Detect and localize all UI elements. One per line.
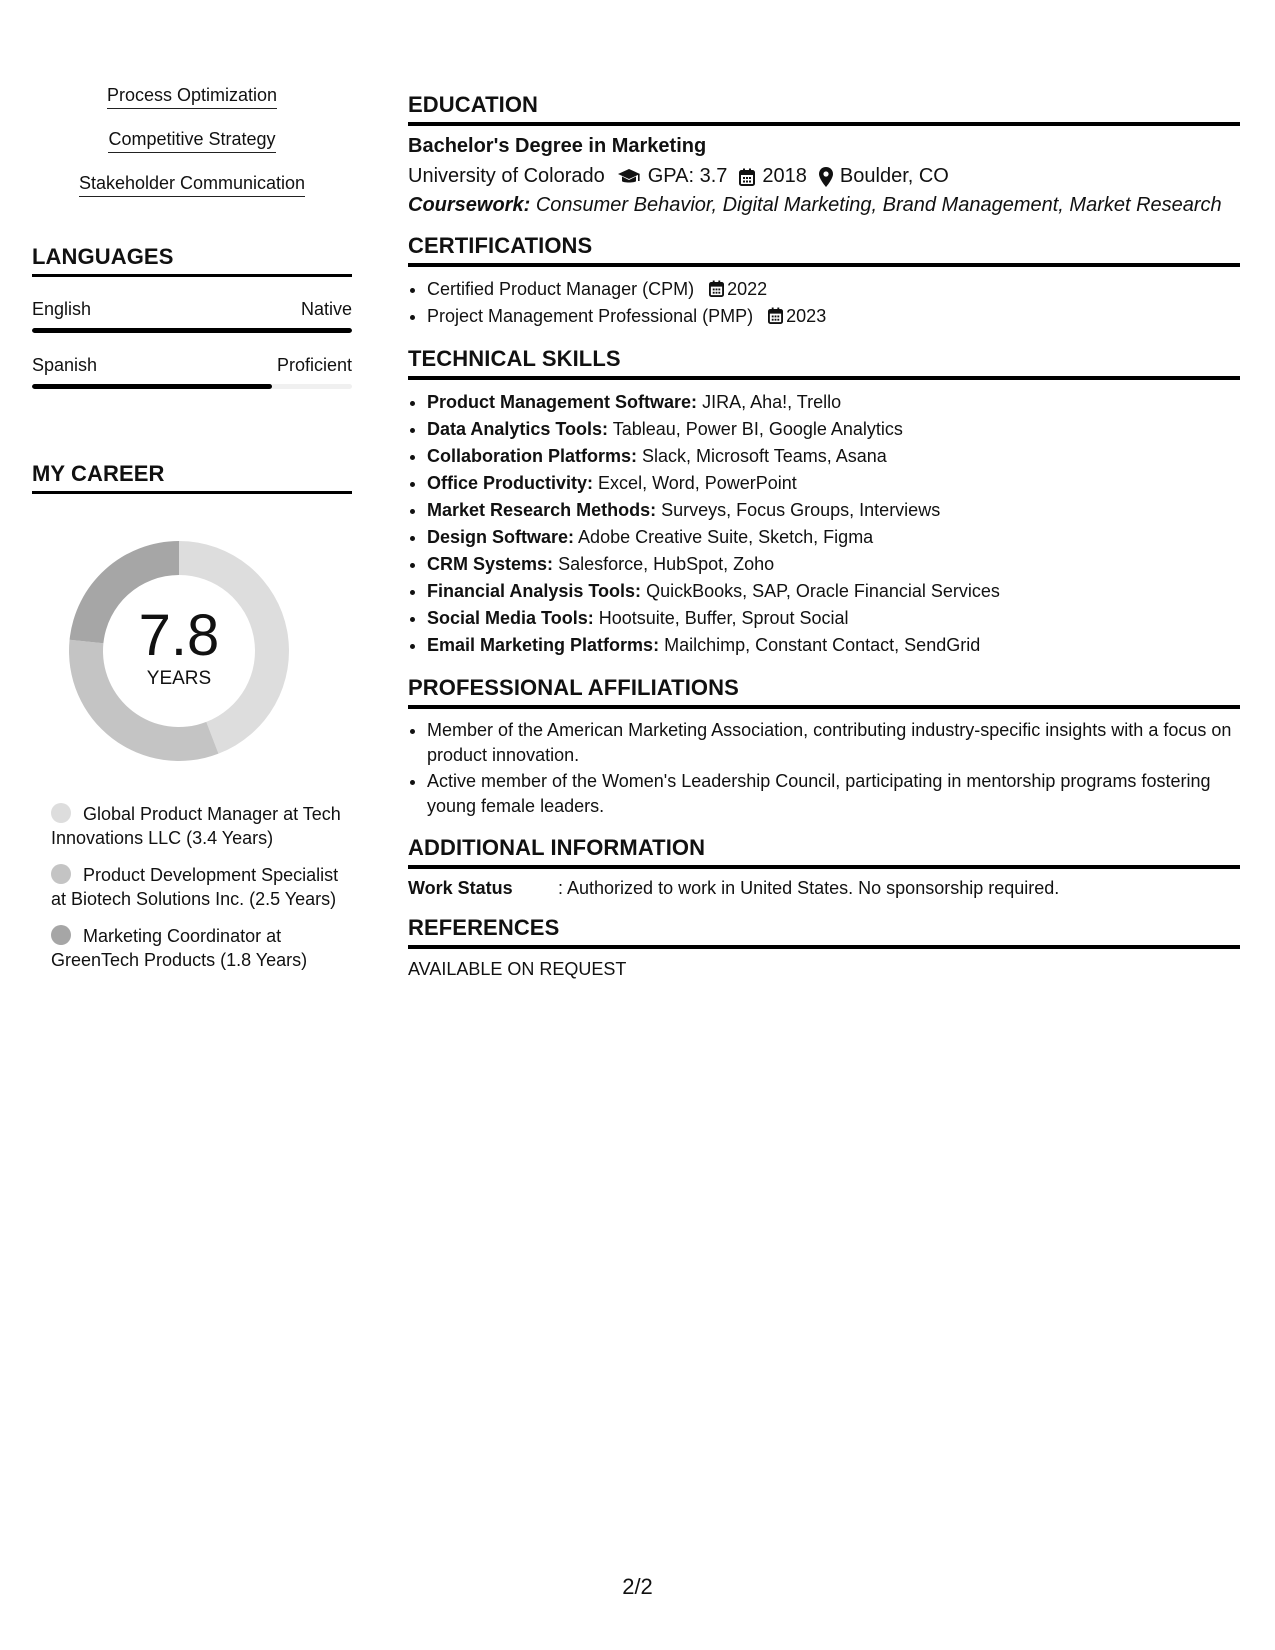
technical-skills-section — [408, 346, 1240, 659]
education-gpa: GPA: 3.7 — [647, 165, 728, 187]
affiliation-item: • Member of the American Marketing Association, contributing industry-specific insights with a focus on product innovation. — [427, 718, 1240, 768]
technical-skill-value: JIRA, Aha!, Trello — [702, 392, 842, 412]
certification-name: Certified Product Manager (CPM) — [427, 279, 695, 299]
technical-skill-item — [427, 497, 1240, 524]
legend-dot — [51, 925, 71, 945]
education-location: Boulder, CO — [839, 165, 949, 187]
language-bar-fill — [32, 328, 352, 333]
technical-skill-item — [427, 551, 1240, 578]
technical-skill-value: Hootsuite, Buffer, Sprout Social — [598, 608, 849, 628]
certification-year: 2022 — [727, 279, 768, 299]
technical-skill-item — [427, 443, 1240, 470]
calendar-icon — [709, 280, 724, 297]
language-bar — [32, 384, 352, 389]
technical-skill-item — [427, 389, 1240, 416]
certifications-section — [408, 233, 1240, 330]
certification-item — [427, 276, 1240, 303]
technical-skill-item — [427, 605, 1240, 632]
education-school: University of Colorado — [408, 165, 605, 187]
graduation-cap-icon — [617, 168, 641, 186]
technical-skill-value: Mailchimp, Constant Contact, SendGrid — [664, 635, 981, 655]
technical-skill-item — [427, 416, 1240, 443]
education-coursework — [408, 194, 1240, 217]
career-legend-item — [51, 863, 341, 911]
language-name: English — [32, 299, 92, 319]
work-status-row — [408, 878, 1240, 899]
career-legend — [51, 802, 341, 972]
calendar-icon — [739, 168, 755, 186]
technical-skill-item — [427, 578, 1240, 605]
legend-dot — [51, 864, 71, 884]
technical-skill-label: Office Productivity: — [427, 473, 594, 493]
work-status-label: Work Status — [408, 878, 513, 898]
education-title: EDUCATION — [408, 92, 1240, 126]
language-item — [32, 355, 352, 389]
technical-skill-label: Design Software: — [427, 527, 575, 547]
calendar-icon — [768, 307, 783, 324]
certifications-list — [408, 276, 1240, 330]
certifications-title: CERTIFICATIONS — [408, 233, 1240, 267]
technical-skill-value: QuickBooks, SAP, Oracle Financial Services — [646, 581, 1000, 601]
technical-skill-label: Social Media Tools: — [427, 608, 594, 628]
technical-skill-item — [427, 524, 1240, 551]
technical-skill-item — [427, 470, 1240, 497]
education-degree: Bachelor's Degree in Marketing — [408, 135, 707, 157]
affiliation-item: • Active member of the Women's Leadership Council, participating in mentorship programs fostering young female leaders. — [427, 769, 1240, 819]
affiliations-section — [408, 675, 1240, 819]
career-legend-text: Marketing Coordinator at GreenTech Products (1.8 Years) — [51, 926, 308, 970]
languages-section — [32, 244, 352, 389]
career-legend-item — [51, 802, 341, 850]
technical-skill-label: Data Analytics Tools: — [427, 419, 609, 439]
references-title: REFERENCES — [408, 915, 1240, 949]
career-legend-item — [51, 924, 341, 972]
skill-tag: Competitive Strategy — [108, 128, 275, 153]
page-number: 2/2 — [622, 1574, 653, 1599]
technical-skill-label: Market Research Methods: — [427, 500, 657, 520]
technical-skill-value: Surveys, Focus Groups, Interviews — [661, 500, 941, 520]
work-status-value: : Authorized to work in United States. No sponsorship required. — [558, 878, 1060, 898]
career-donut — [64, 536, 294, 766]
career-legend-text: Global Product Manager at Tech Innovations LLC (3.4 Years) — [51, 804, 341, 848]
career-unit: YEARS — [146, 668, 212, 689]
technical-skill-value: Adobe Creative Suite, Sketch, Figma — [578, 527, 874, 547]
technical-skill-label: Product Management Software: — [427, 392, 698, 412]
language-name: Spanish — [32, 355, 98, 375]
left-column — [32, 84, 352, 985]
location-pin-icon — [819, 167, 833, 187]
additional-info-title: ADDITIONAL INFORMATION — [408, 835, 1240, 869]
technical-skill-label: Email Marketing Platforms: — [427, 635, 660, 655]
technical-skill-label: CRM Systems: — [427, 554, 554, 574]
education-details — [408, 165, 1240, 188]
language-level: Proficient — [276, 355, 352, 375]
technical-skill-value: Tableau, Power BI, Google Analytics — [612, 419, 903, 439]
skill-tag: Process Optimization — [107, 84, 277, 109]
languages-title: LANGUAGES — [32, 244, 352, 277]
technical-skill-value: Slack, Microsoft Teams, Asana — [642, 446, 887, 466]
technical-skill-label: Financial Analysis Tools: — [427, 581, 642, 601]
coursework-label: Coursework: — [408, 194, 531, 216]
certification-item — [427, 303, 1240, 330]
technical-skills-title: TECHNICAL SKILLS — [408, 346, 1240, 380]
career-title: MY CAREER — [32, 461, 352, 494]
references-text: AVAILABLE ON REQUEST — [408, 959, 627, 979]
language-bar-fill — [32, 384, 272, 389]
technical-skill-label: Collaboration Platforms: — [427, 446, 638, 466]
affiliations-list — [408, 718, 1240, 819]
skill-tags — [32, 84, 352, 216]
technical-skills-list — [408, 389, 1240, 659]
right-column — [408, 92, 1240, 980]
affiliations-title: PROFESSIONAL AFFILIATIONS — [408, 675, 1240, 709]
education-section — [408, 92, 1240, 217]
career-legend-text: Product Development Specialist at Biotech Solutions Inc. (2.5 Years) — [51, 865, 339, 909]
career-section — [32, 461, 352, 972]
education-year: 2018 — [762, 165, 807, 187]
technical-skill-value: Salesforce, HubSpot, Zoho — [558, 554, 775, 574]
skill-tag: Stakeholder Communication — [79, 172, 305, 197]
language-bar — [32, 328, 352, 333]
additional-info-section — [408, 835, 1240, 899]
certification-name: Project Management Professional (PMP) — [427, 306, 754, 326]
certification-year: 2023 — [786, 306, 827, 326]
language-item — [32, 299, 352, 333]
technical-skill-item — [427, 632, 1240, 659]
technical-skill-value: Excel, Word, PowerPoint — [598, 473, 797, 493]
references-section — [408, 915, 1240, 980]
language-level: Native — [300, 299, 352, 319]
coursework-list: Consumer Behavior, Digital Marketing, Brand Management, Market Research — [535, 194, 1222, 216]
legend-dot — [51, 803, 71, 823]
career-total: 7.8 — [138, 603, 220, 668]
